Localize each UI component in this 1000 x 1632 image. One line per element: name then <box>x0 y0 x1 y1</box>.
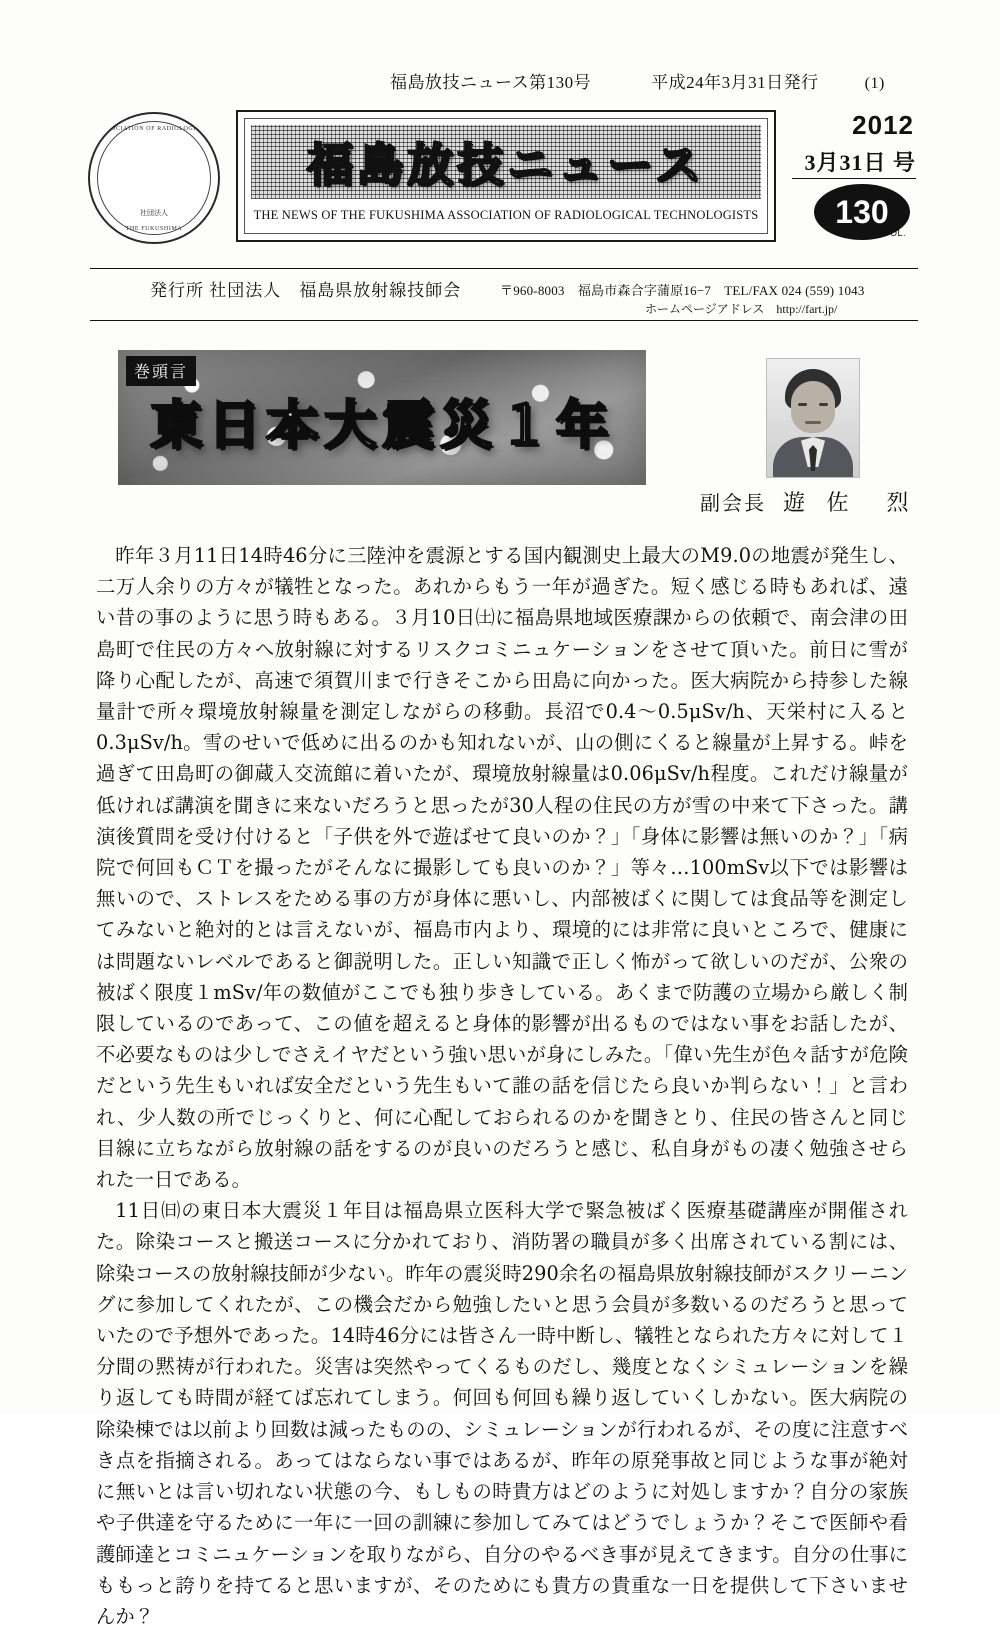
seal-text-top: ASSOCIATION OF RADIOLOGICAL <box>98 126 210 132</box>
seal-text-bottom: THE FUKUSHIMA <box>125 226 183 232</box>
issue-info <box>788 110 916 242</box>
volume-label: VOL. <box>883 228 906 238</box>
author-photo-eye-right <box>819 403 828 406</box>
seal-center-text: 社団法人 <box>140 209 168 217</box>
issue-date-rule <box>792 178 916 179</box>
publisher-address: 〒960-8003 福島市森合字蒲原16−7 TEL/FAX 024 (559) 1043 <box>500 283 865 298</box>
banner-headline: 東日本大震災１年 <box>149 396 614 456</box>
article-body <box>96 540 908 1632</box>
running-head-date: 平成24年3月31日発行 <box>651 73 819 92</box>
masthead-title-english: THE NEWS OF THE FUKUSHIMA ASSOCIATION OF RADIOLOGICAL TECHNOLOGISTS <box>253 208 759 222</box>
article-paragraph-2: 11日㈰の東日本大震災１年目は福島県立医科大学で緊急被ばく医療基礎講座が開催された。除染コースと搬送コースに分かれており、消防署の職員が多く出席されている割には、除染コースの放射線技師が少ない。昨年の震災時290余名の福島県放射線技師がスクリーニングに参加してくれたが、この機会だから勉強したいと思う会員が多数いるのだろうと思っていたので予想外であった。14時46分には皆さん一時中断し、犠牲となられた方々に対して１分間の黙祷が行われた。災害は突然やってくるものだし、幾度となくシミュレーションを繰り返しても時間が経てば忘れてしまう。何回も何回も繰り返していくしかない。医大病院の除染棟では以前より回数は減ったものの、シミュレーションが行われるが、その度に注意すべき点を指摘される。あってはならない事ではあるが、昨年の原発事故と同じような事が絶対に無いとは言い切れない状態の今、もしもの時貴方はどのように対処しますか？自分の家族や子供達を守るために一年に一回の訓練に参加してみてはどうでしょうか？そこで医師や看護師達とコミニュケーションを取りながら、自分のやるべき事が見えてきます。自分の仕事にももっと誇りを持てると思いますが、そのためにも貴方の貴重な一日を提供して下さいませんか？ <box>96 1199 908 1628</box>
issue-date: 3月31日 号 <box>804 150 916 175</box>
issue-year: 2012 <box>852 110 914 140</box>
publisher-rule-top <box>90 268 918 269</box>
author-photo-face <box>791 381 835 433</box>
banner-tag-label: 巻頭言 <box>126 356 196 386</box>
running-head-title: 福島放技ニュース第130号 <box>390 73 592 92</box>
author-photo <box>766 358 860 478</box>
article-paragraph-1: 昨年３月11日14時46分に三陸沖を震源とする国内観測史上最大のM9.0の地震が発生し、二万人余りの方々が犠牲となった。あれからもう一年が過ぎた。短く感じる時もあれば、遠い昔の事のように思う時もある。３月10日㈯に福島県地域医療課からの依頼で、南会津の田島町で住民の方々へ放射線に対するリスクコミニュケーションをさせて頂いた。前日に雪が降り心配したが、高速で須賀川まで行きそこから田島に向かった。医大病院から持参した線量計で所々環境放射線量を測定しながらの移動。長沼で0.4〜0.5μSv/h、天栄村に入ると0.3μSv/h。雪のせいで低めに出るのかも知れないが、山の側にくると線量が上昇する。峠を過ぎて田島町の御蔵入交流館に着いたが、環境放射線量は0.06μSv/h程度。これだけ線量が低ければ講演を聞きに来ないだろうと思ったが30人程の住民の方が雪の中来て下さった。講演後質問を受け付けると「子供を外で遊ばせて良いのか？」「身体に影響は無いのか？」「病院で何回もＣＴを撮ったがそんなに撮影しても良いのか？」等々…100mSv以下では影響は無いので、ストレスをためる事の方が身体に悪いし、内部被ばくに関しては食品等を測定してみないと絶対的とは言えないが、福島市内より、環境的には非常に良いところで、健康には問題ないレベルであると御説明した。正しい知識で正しく怖がって欲しいのだが、公衆の被ばく限度１mSv/年の数値がここでも独り歩きしている。あくまで防護の立場から厳しく制限しているのであって、この値を超えると身体的影響が出るものではない事をお話したが、不必要なものは少しでさえイヤだという強い思いが身にしみた。「偉い先生が色々話すが危険だという先生もいれば安全だという先生もいて誰の話を信じたら良いか判らない！」と言われ、少人数の所でじっくりと、何に心配しておられるのかを聞きとり、住民の皆さんと同じ目線に立ちながら放射線の話をするのが良いのだろうと感じ、私自身がもの凄く勉強させられた一日である。 <box>96 544 908 1192</box>
author-name: 遊 佐 烈 <box>783 490 917 515</box>
masthead-title-inner <box>244 118 768 234</box>
author-byline <box>700 486 917 517</box>
publisher-url: ホームページアドレス http://fart.jp/ <box>645 302 838 316</box>
author-photo-eye-left <box>798 403 807 406</box>
masthead-title-frame <box>236 110 776 242</box>
publisher-line: 発行所 社団法人 福島県放射線技師会 <box>150 281 462 300</box>
publisher-rule-bottom <box>90 320 918 321</box>
volume-number: 130 <box>835 194 889 230</box>
running-head-page-number: (1) <box>864 75 885 92</box>
association-seal-icon <box>88 112 220 244</box>
headline-banner <box>118 350 646 485</box>
author-photo-mouth <box>805 421 821 424</box>
running-head <box>90 68 920 93</box>
masthead <box>88 104 916 260</box>
masthead-title-japanese: 福島放技ニュース <box>307 138 705 192</box>
masthead-title-band <box>251 125 761 199</box>
author-role: 副会長 <box>700 493 766 515</box>
